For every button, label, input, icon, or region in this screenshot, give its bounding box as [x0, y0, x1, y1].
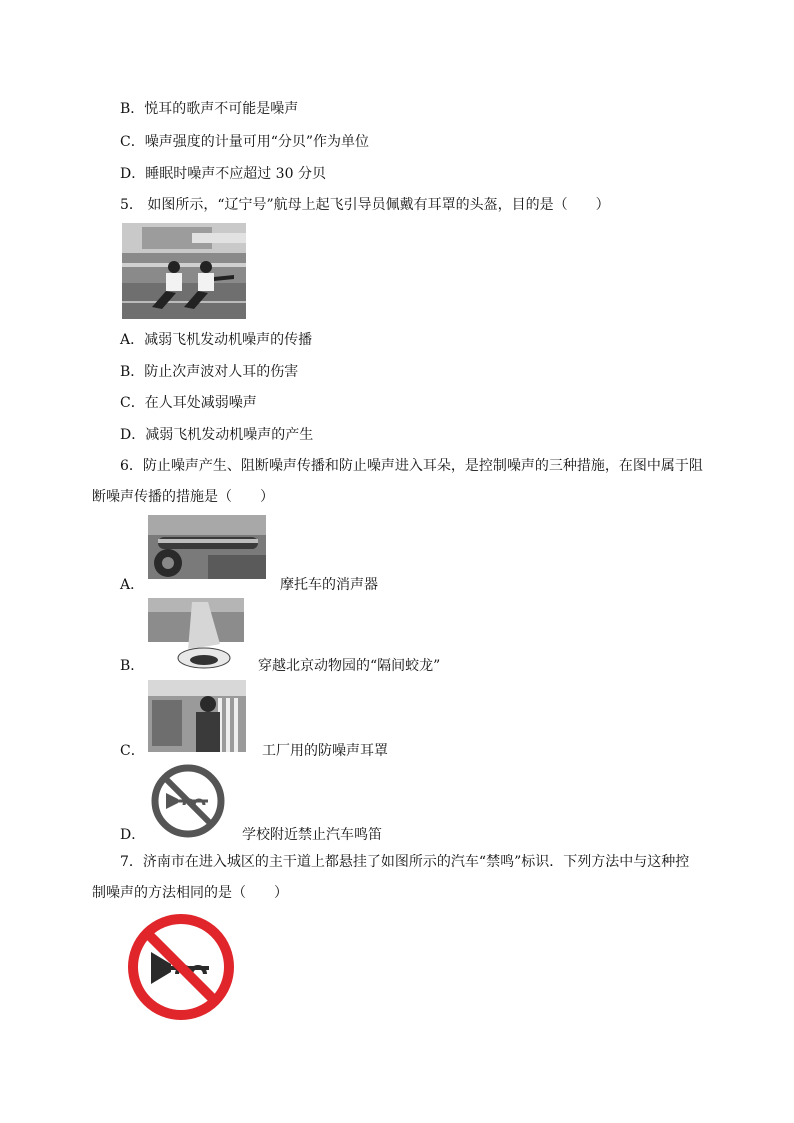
q6-option-a-letter: A． [120, 577, 145, 593]
q5-option-d: D．减弱飞机发动机噪声的产生 [120, 427, 314, 443]
q7-stem-line2: 制噪声的方法相同的是（ ） [92, 885, 288, 901]
q6-tunnel-photo [148, 598, 244, 670]
q6-factory-earmuff-photo [148, 680, 246, 752]
q4-option-d: D．睡眠时噪声不应超过 30 分贝 [120, 166, 326, 182]
q6-option-c-letter: C． [120, 743, 145, 759]
q6-stem-line1: 6．防止噪声产生、阻断噪声传播和防止噪声进入耳朵，是控制噪声的三种措施，在图中属于阻 [120, 458, 703, 474]
q4-option-b: B．悦耳的歌声不可能是噪声 [120, 101, 299, 117]
q5-option-b: B．防止次声波对人耳的伤害 [120, 364, 299, 380]
q6-option-d-caption: 学校附近禁止汽车鸣笛 [242, 827, 382, 843]
q6-stem-line2: 断噪声传播的措施是（ ） [92, 489, 274, 505]
q6-option-a-caption: 摩托车的消声器 [280, 577, 378, 593]
q6-muffler-photo [148, 515, 266, 579]
q4-option-c: C．噪声强度的计量可用“分贝”作为单位 [120, 134, 370, 150]
q6-no-horn-sign [148, 763, 228, 839]
q6-option-b-caption: 穿越北京动物园的“隔间蛟龙” [258, 658, 441, 674]
q5-carrier-photo [122, 223, 246, 319]
q5-option-c: C．在人耳处减弱噪声 [120, 395, 257, 411]
q6-option-b-letter: B． [120, 658, 145, 674]
q5-option-a: A．减弱飞机发动机噪声的传播 [120, 332, 313, 348]
q7-stem-line1: 7．济南市在进入城区的主干道上都悬挂了如图所示的汽车“禁鸣”标识．下列方法中与这种控 [120, 854, 690, 870]
q6-option-d-letter: D． [120, 827, 146, 843]
q6-option-c-caption: 工厂用的防噪声耳罩 [262, 743, 388, 759]
q5-stem: 5． 如图所示，“辽宁号”航母上起飞引导员佩戴有耳罩的头盔，目的是（ ） [120, 197, 610, 213]
q7-no-horn-sign [125, 912, 237, 1022]
